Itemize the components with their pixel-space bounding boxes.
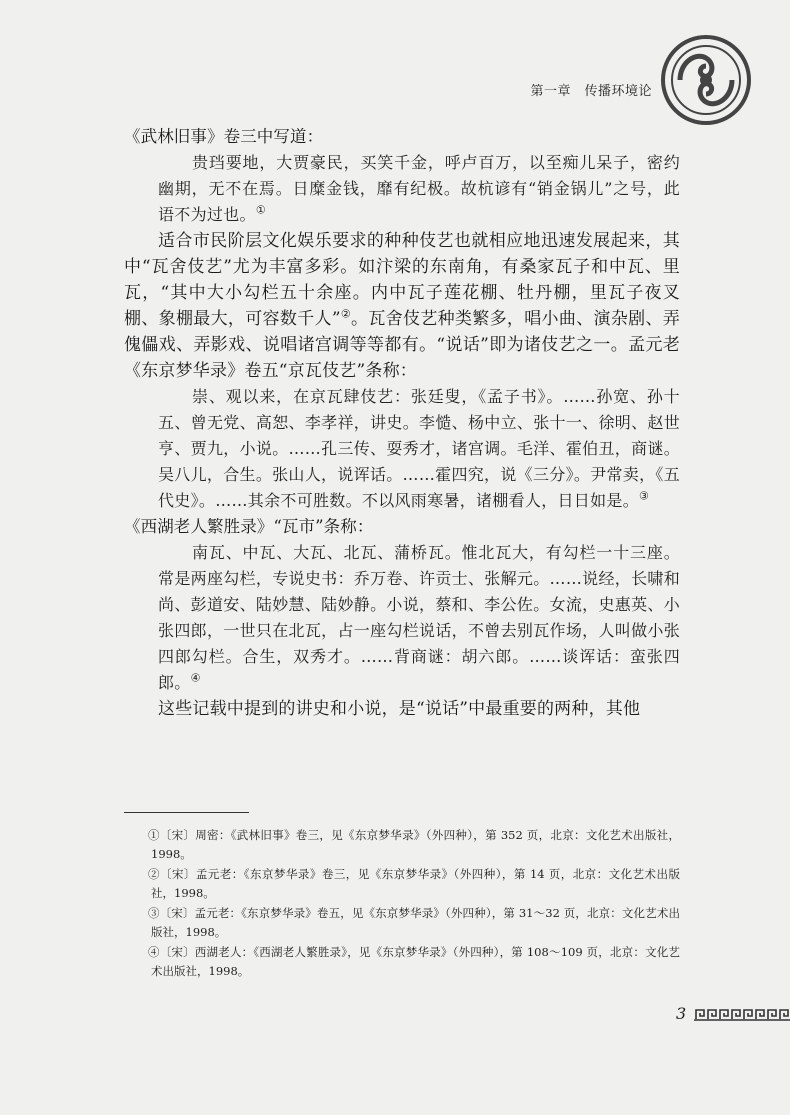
decorative-border-icon — [694, 1006, 790, 1022]
paragraph — [124, 228, 680, 384]
footnote: ③〔宋〕孟元老：《东京梦华录》卷五，见《东京梦华录》（外四种），第 31～32 页，北京：文化艺术出版社，1998。 — [148, 906, 680, 939]
paragraph-text: 适合市民阶层文化娱乐要求的种种伎艺也就相应地迅速发展起来，其中“瓦舍伎艺”尤为丰富多彩。如汴梁的东南角，有桑家瓦子和中瓦、里瓦，“其中大小勾栏五十余座。内中瓦子莲花棚、牡丹棚，里瓦子夜叉棚、象棚最大，可容数千人” — [124, 231, 680, 329]
footnote-ref[interactable]: ② — [340, 307, 352, 321]
quote-text: 崇、观以来，在京瓦肆伎艺：张廷叟，《孟子书》。……孙宽、孙十五、曾无党、高恕、李孝祥，讲史。李慥、杨中立、张十一、徐明、赵世亨、贾九，小说。……孔三传、耍秀才，诸宫调。毛洋、霍伯丑，商谜。吴八儿，合生。张山人，说诨话。……霍四究，说《三分》。尹常卖，《五代史》。……其余不可胜数。不以风雨寒暑，诸棚看人，日日如是。 — [158, 387, 680, 510]
footnote: ①〔宋〕周密：《武林旧事》卷三，见《东京梦华录》（外四种），第 352 页，北京：文化艺术出版社，1998。 — [148, 828, 680, 861]
ornament-emblem-icon — [660, 34, 752, 126]
footnote-divider — [124, 812, 249, 813]
block-quote — [158, 384, 680, 514]
paragraph: 《武林旧事》卷三中写道： — [124, 127, 324, 146]
main-text — [124, 124, 680, 722]
footnote-ref[interactable]: ③ — [639, 489, 650, 503]
paragraph: 这些记载中提到的讲史和小说，是“说话”中最重要的两种，其他 — [158, 699, 641, 719]
footnote-ref[interactable]: ① — [255, 203, 266, 217]
footnote: ④〔宋〕西湖老人：《西湖老人繁胜录》，见《东京梦华录》（外四种），第 108～109 页，北京：文化艺术出版社，1998。 — [148, 945, 680, 978]
footnote: ②〔宋〕孟元老：《东京梦华录》卷三，见《东京梦华录》（外四种），第 14 页，北京：文化艺术出版社，1998。 — [148, 867, 680, 900]
page-number: 3 — [676, 1004, 687, 1023]
footnote-ref[interactable]: ④ — [190, 671, 201, 685]
block-quote — [158, 150, 680, 228]
block-quote — [158, 540, 680, 696]
quote-text: 贵珰要地，大贾豪民，买笑千金，呼卢百万，以至痴儿呆子，密约幽期，无不在焉。日糜金钱，靡有纪极。故杭谚有“销金锅儿”之号，此语不为过也。 — [158, 153, 680, 224]
paragraph: 《西湖老人繁胜录》“瓦市”条称： — [124, 517, 374, 536]
footnotes — [124, 826, 680, 982]
quote-text: 南瓦、中瓦、大瓦、北瓦、蒲桥瓦。惟北瓦大，有勾栏一十三座。常是两座勾栏，专说史书：乔万卷、许贡士、张解元。……说经，长啸和尚、彭道安、陆妙慧、陆妙静。小说，蔡和、李公佐。女流，史惠英、小张四郎，一世只在北瓦，占一座勾栏说话，不曾去别瓦作场，人叫做小张四郎勾栏。合生，双秀才。……背商谜：胡六郎。……谈诨话：蛮张四郎。 — [158, 543, 680, 692]
paragraph-text-continued: 。瓦舍伎艺种类繁多，唱小曲、演杂剧、弄傀儡戏、弄影戏、说唱诸宫调等等都有。“说话”即为诸伎艺之一。孟元老《东京梦华录》卷五“京瓦伎艺”条称： — [124, 309, 680, 381]
chapter-title: 第一章 传播环境论 — [530, 84, 652, 99]
